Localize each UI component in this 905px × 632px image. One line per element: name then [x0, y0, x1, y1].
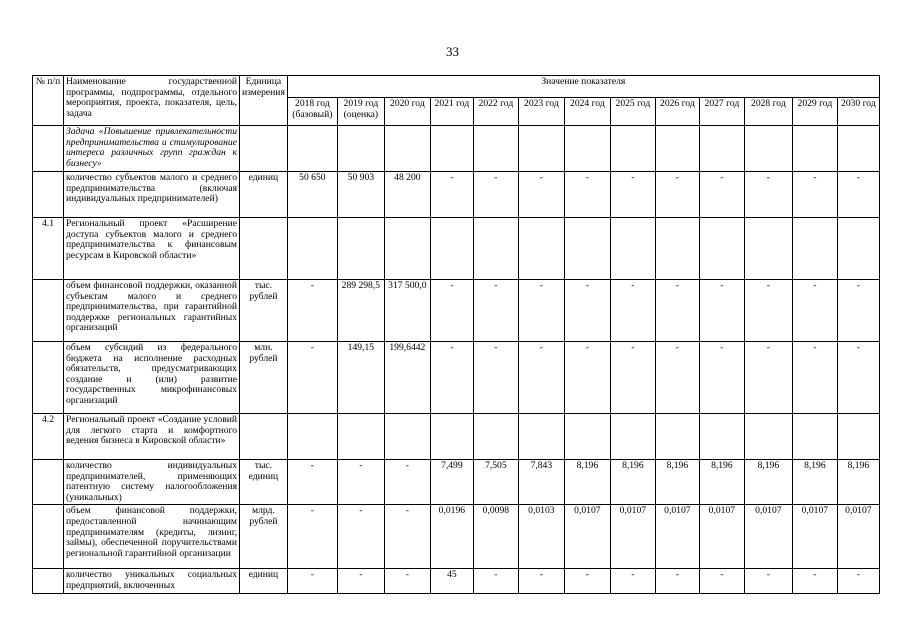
row-value: 0,0107	[610, 505, 655, 569]
row-value: -	[837, 172, 879, 218]
row-value: 48 200	[384, 172, 430, 218]
header-year: 2023 год	[518, 98, 564, 126]
row-value	[384, 414, 430, 460]
row-value: -	[699, 569, 744, 593]
row-number	[33, 342, 64, 414]
row-unit: единиц	[240, 569, 288, 593]
row-value	[564, 126, 610, 172]
row-value	[744, 414, 792, 460]
row-value: -	[699, 280, 744, 342]
row-value: -	[518, 569, 564, 593]
row-value: 7,499	[430, 460, 473, 505]
row-value	[837, 218, 879, 280]
header-year: 2025 год	[610, 98, 655, 126]
table-row	[33, 172, 880, 218]
table-row	[33, 342, 880, 414]
row-value	[655, 218, 699, 280]
row-value: -	[655, 342, 699, 414]
row-number	[33, 172, 64, 218]
row-value: 0,0107	[744, 505, 792, 569]
row-value	[655, 414, 699, 460]
row-number	[33, 280, 64, 342]
row-name: Региональный проект «Создание условий для легкого старта и комфортного ведения бизнеса в Кировской области»	[64, 414, 240, 460]
row-value: 45	[430, 569, 473, 593]
header-year: 2020 год	[384, 98, 430, 126]
row-value: -	[337, 505, 384, 569]
row-value	[473, 126, 518, 172]
row-value: -	[655, 280, 699, 342]
row-value: 8,196	[655, 460, 699, 505]
row-value: 8,196	[792, 460, 837, 505]
row-value	[337, 126, 384, 172]
row-unit: тыс. единиц	[240, 460, 288, 505]
row-value	[610, 126, 655, 172]
row-value: -	[430, 342, 473, 414]
row-value: 8,196	[837, 460, 879, 505]
table-row	[33, 505, 880, 569]
row-value	[837, 126, 879, 172]
table-row	[33, 569, 880, 593]
header-year: 2022 год	[473, 98, 518, 126]
row-value	[518, 414, 564, 460]
row-unit	[240, 218, 288, 280]
row-name: объем финансовой поддержки, предоставленной начинающим предпринимателям (кредиты, лизинг, займы), обеспеченной поручительствами региональной гарантийной организации	[64, 505, 240, 569]
row-value	[837, 414, 879, 460]
row-value: -	[287, 460, 337, 505]
row-value	[518, 126, 564, 172]
table-row	[33, 126, 880, 172]
row-value: -	[518, 172, 564, 218]
row-value: -	[837, 342, 879, 414]
row-value: 0,0107	[655, 505, 699, 569]
row-value	[792, 218, 837, 280]
table-row	[33, 218, 880, 280]
row-value: -	[792, 342, 837, 414]
row-value: -	[384, 569, 430, 593]
row-unit: единиц	[240, 172, 288, 218]
row-unit	[240, 126, 288, 172]
row-value	[337, 414, 384, 460]
row-value	[473, 414, 518, 460]
header-year: 2030 год	[837, 98, 879, 126]
header-values: Значение показателя	[287, 76, 879, 98]
row-value	[564, 218, 610, 280]
row-value: 0,0107	[792, 505, 837, 569]
row-number: 4.1	[33, 218, 64, 280]
row-value: 7,505	[473, 460, 518, 505]
row-value: -	[518, 280, 564, 342]
row-value: -	[287, 342, 337, 414]
row-value: -	[837, 280, 879, 342]
row-value: 7,843	[518, 460, 564, 505]
header-year: 2019 год (оценка)	[337, 98, 384, 126]
row-value: -	[699, 172, 744, 218]
row-value: 8,196	[699, 460, 744, 505]
row-value: 8,196	[564, 460, 610, 505]
row-value: -	[564, 569, 610, 593]
row-value	[430, 414, 473, 460]
row-value	[699, 218, 744, 280]
row-value: 0,0103	[518, 505, 564, 569]
row-number	[33, 569, 64, 593]
row-value: -	[564, 280, 610, 342]
row-value	[384, 218, 430, 280]
row-name: количество уникальных социальных предприятий, включенных	[64, 569, 240, 593]
row-value: 199,6442	[384, 342, 430, 414]
row-value: -	[792, 172, 837, 218]
row-value: 0,0196	[430, 505, 473, 569]
row-unit	[240, 414, 288, 460]
row-value: -	[473, 569, 518, 593]
table-row	[33, 280, 880, 342]
row-value: -	[518, 342, 564, 414]
header-row-top	[33, 76, 880, 98]
row-value: -	[287, 280, 337, 342]
header-year: 2029 год	[792, 98, 837, 126]
header-unit: Единица измерения	[240, 76, 288, 126]
row-unit: тыс. рублей	[240, 280, 288, 342]
row-name: Региональный проект «Расширение доступа субъектов малого и среднего предпринимательства к финансовым ресурсам в Кировской области»	[64, 218, 240, 280]
row-value: -	[610, 342, 655, 414]
row-value: -	[699, 342, 744, 414]
row-value: 0,0098	[473, 505, 518, 569]
row-unit: млн. рублей	[240, 342, 288, 414]
row-value	[518, 218, 564, 280]
header-year: 2027 год	[699, 98, 744, 126]
indicators-table	[32, 75, 880, 594]
row-value: -	[384, 505, 430, 569]
row-value: -	[473, 172, 518, 218]
row-value: 0,0107	[699, 505, 744, 569]
row-value: -	[792, 569, 837, 593]
row-value	[287, 126, 337, 172]
row-value: -	[564, 172, 610, 218]
row-value: -	[287, 569, 337, 593]
row-value	[699, 414, 744, 460]
row-value: -	[744, 569, 792, 593]
row-value: 50 903	[337, 172, 384, 218]
row-value	[610, 414, 655, 460]
row-value: -	[744, 280, 792, 342]
row-value: 0,0107	[564, 505, 610, 569]
row-value: 50 650	[287, 172, 337, 218]
row-value: -	[337, 460, 384, 505]
row-value	[430, 126, 473, 172]
row-value: -	[337, 569, 384, 593]
row-value	[655, 126, 699, 172]
row-value	[610, 218, 655, 280]
row-value: -	[655, 172, 699, 218]
row-value: -	[610, 280, 655, 342]
row-value	[430, 218, 473, 280]
row-number	[33, 126, 64, 172]
row-value	[792, 126, 837, 172]
table-row	[33, 414, 880, 460]
row-name: Задача «Повышение привлекательности предпринимательства и стимулирование интереса различных групп граждан к бизнесу»	[64, 126, 240, 172]
row-value: -	[744, 342, 792, 414]
row-value: -	[430, 280, 473, 342]
row-value: -	[384, 460, 430, 505]
row-value: -	[430, 172, 473, 218]
row-value: -	[610, 569, 655, 593]
row-value	[564, 414, 610, 460]
row-value: 289 298,5	[337, 280, 384, 342]
row-number	[33, 505, 64, 569]
row-value: -	[792, 280, 837, 342]
row-value: 149,15	[337, 342, 384, 414]
row-name: объем финансовой поддержки, оказанной субъектам малого и среднего предпринимательства, при гарантийной поддержке региональных гарантийных организаций	[64, 280, 240, 342]
row-value: -	[287, 505, 337, 569]
row-number	[33, 460, 64, 505]
row-value: -	[837, 569, 879, 593]
row-value	[792, 414, 837, 460]
row-value: -	[655, 569, 699, 593]
row-value: 0,0107	[837, 505, 879, 569]
header-year: 2021 год	[430, 98, 473, 126]
row-unit: млрд. рублей	[240, 505, 288, 569]
row-value	[384, 126, 430, 172]
row-value	[744, 126, 792, 172]
row-name: объем субсидий из федерального бюджета на исполнение расходных обязательств, предусматривающих создание и (или) развитие государственных микрофинансовых организаций	[64, 342, 240, 414]
row-value	[337, 218, 384, 280]
row-name: количество субъектов малого и среднего предпринимательства (включая индивидуальных предпринимателей)	[64, 172, 240, 218]
row-value	[473, 218, 518, 280]
row-value: -	[564, 342, 610, 414]
row-value: -	[610, 172, 655, 218]
row-value: -	[744, 172, 792, 218]
header-name: Наименование государственной программы, подпрограммы, отдельного мероприятия, проекта, показателя, цель, задача	[64, 76, 240, 126]
header-year: 2018 год (базовый)	[287, 98, 337, 126]
page-number: 33	[446, 44, 459, 59]
row-value	[699, 126, 744, 172]
row-value	[287, 414, 337, 460]
header-num: № п/п	[33, 76, 64, 126]
table-row	[33, 460, 880, 505]
row-number: 4.2	[33, 414, 64, 460]
row-value: -	[473, 342, 518, 414]
row-value: -	[473, 280, 518, 342]
header-year: 2024 год	[564, 98, 610, 126]
row-value: 8,196	[744, 460, 792, 505]
row-value: 317 500,0	[384, 280, 430, 342]
row-value	[744, 218, 792, 280]
row-value: 8,196	[610, 460, 655, 505]
row-name: количество индивидуальных предпринимателей, применяющих патентную систему налогообложения (уникальных)	[64, 460, 240, 505]
row-value	[287, 218, 337, 280]
header-year: 2028 год	[744, 98, 792, 126]
header-year: 2026 год	[655, 98, 699, 126]
